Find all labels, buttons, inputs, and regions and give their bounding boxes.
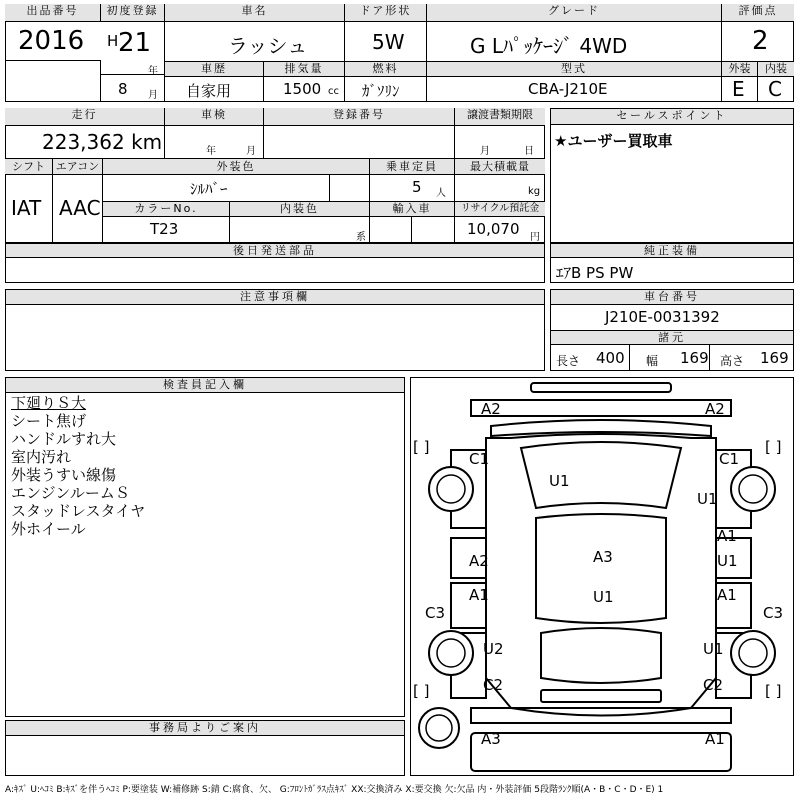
recycle-label: リサイクル預託金 (455, 202, 545, 217)
interior-value: C (768, 77, 782, 101)
aircon-label: エアコン (53, 159, 103, 175)
color-no-value: T23 (150, 220, 179, 238)
mark-r-front-door-a: A1 (717, 527, 737, 545)
grade-value: G Lﾊﾟｯｹｰｼﾞ 4WD (470, 34, 628, 58)
sep-import-b (412, 217, 455, 243)
transfer-month-unit: 月 (480, 146, 490, 157)
door-label: ドア形状 (345, 4, 427, 22)
sep-reg (264, 126, 455, 158)
sep-import-a (370, 217, 412, 243)
interior-label: 内装 (758, 62, 794, 77)
first-reg-right (101, 22, 165, 102)
mark-bracket-bl: [ ] (413, 682, 430, 700)
exterior-value: E (732, 77, 745, 101)
model-code-label: 型式 (427, 62, 722, 77)
chassis-label: 車台番号 (551, 290, 793, 305)
insp-month-unit: 月 (246, 146, 256, 157)
car-name-label: 車名 (165, 4, 345, 22)
history-label: 車歴 (165, 62, 264, 77)
ext-color-value: ｼﾙﾊﾞｰ (190, 180, 228, 198)
notes-label: 注意事項欄 (6, 290, 544, 305)
month-unit: 月 (148, 90, 158, 101)
exterior-label: 外装 (722, 62, 758, 77)
grade-label: グレード (427, 4, 722, 22)
aircon-value: AAC (59, 196, 101, 220)
mark-r-front-door-u: U1 (717, 552, 738, 570)
legend: A:ｷｽﾞ U:ﾍｺﾐ B:ｷｽﾞを伴うﾍｺﾐ P:要塗装 W:補修跡 S:錆 C:腐食、欠、 G:ﾌﾛﾝﾄｶﾞﾗｽ点ｷｽﾞ XX:交換済み X:要交換 欠:欠品 内・外装評価 5段階ﾗﾝｸ順(A・B・C・D・E) 1 (5, 785, 664, 795)
insp-year-unit: 年 (206, 146, 216, 157)
car-name-value: ラッシュ (228, 34, 308, 58)
lot-no-value: 2016 (18, 26, 85, 56)
lot-no-lower (5, 60, 101, 102)
mark-front-right: A2 (705, 400, 725, 418)
shift-value: IAT (11, 196, 42, 220)
inspector-note-7: スタッドレスタイヤ (11, 502, 146, 520)
inspector-note-5: 外装うすい線傷 (11, 466, 117, 484)
inspector-label: 検査員記入欄 (6, 378, 404, 393)
mark-fl-fender: C1 (469, 450, 490, 468)
capacity-unit: 人 (436, 188, 446, 199)
mark-roof: A3 (593, 548, 613, 566)
inspector-note-8: 外ホイール (11, 520, 86, 538)
specs-label: 諸元 (551, 331, 793, 345)
int-color-unit: 系 (356, 232, 366, 243)
genuine-equip-label: 純正装備 (551, 244, 793, 258)
fuel-value: ｶﾞｿﾘﾝ (362, 82, 400, 100)
sep-grade (427, 22, 722, 62)
shift-label: シフト (5, 159, 53, 175)
sales-point-value: ★ユーザー買取車 (554, 132, 673, 150)
color-no-label: カラーNo. (103, 202, 230, 217)
history-value: 自家用 (186, 82, 232, 100)
transfer-label: 譲渡書類期限 (455, 108, 545, 126)
inspector-note-6: エンジンルームＳ (11, 484, 130, 502)
car-diagram (410, 377, 794, 776)
capacity-label: 乗車定員 (370, 159, 455, 175)
mark-r-rear-fender: U1 (703, 640, 724, 658)
reg-no-label: 登録番号 (264, 108, 455, 126)
capacity-value: 5 (412, 178, 422, 196)
year-unit: 年 (148, 66, 158, 77)
length-value: 400 (596, 349, 625, 367)
height-label: 高さ (720, 354, 745, 368)
first-reg-label: 初度登録 (101, 4, 165, 22)
sep-door (345, 22, 427, 62)
inspector-note-4: 室内汚れ (11, 448, 72, 466)
yen-unit: 円 (530, 232, 540, 243)
displacement-value: 1500 (283, 80, 322, 98)
height-value: 169 (760, 349, 789, 367)
mark-rear-right: A1 (705, 730, 725, 748)
kg-unit: kg (528, 186, 541, 197)
mark-windshield: U1 (549, 472, 570, 490)
recycle-value: 10,070 (467, 220, 520, 238)
mark-rear-left: A3 (481, 730, 501, 748)
car-diagram-svg (411, 378, 793, 775)
ext-color-label: 外装色 (103, 159, 370, 175)
mark-l-rear-door: A1 (469, 586, 489, 604)
mark-fr-fender: C1 (719, 450, 740, 468)
width-value: 169 (680, 349, 709, 367)
fuel-label: 燃料 (345, 62, 427, 77)
mileage-value: 223,362 km (42, 130, 163, 154)
sep-carname (165, 22, 345, 62)
mark-r-front-fender: U1 (697, 490, 718, 508)
inspector-note-1: 下廻りＳ大 (11, 394, 87, 412)
inspection-label: 車検 (165, 108, 264, 126)
mark-bracket-tl: [ ] (413, 438, 430, 456)
mark-l-rear-fender: U2 (483, 640, 504, 658)
mark-bracket-br: [ ] (765, 682, 782, 700)
transfer-day-unit: 日 (524, 146, 534, 157)
sep-extcolor2 (330, 175, 370, 201)
mark-r-rear-corner: C2 (703, 676, 724, 694)
score-label: 評価点 (722, 4, 794, 22)
score-value: 2 (752, 26, 769, 56)
mark-front-left: A2 (481, 400, 501, 418)
genuine-equip-value: ｴｱB PS PW (556, 264, 634, 282)
year-value: 21 (118, 28, 152, 58)
month-value: 8 (118, 80, 128, 98)
mark-r-quarter: C3 (763, 604, 784, 622)
later-parts-label: 後日発送部品 (6, 244, 544, 258)
length-label: 長さ (556, 354, 581, 368)
lot-no-label: 出品番号 (5, 4, 101, 22)
office-label: 事務局よりご案内 (6, 721, 404, 736)
mark-roof-u: U1 (593, 588, 614, 606)
int-color-label: 内装色 (230, 202, 370, 217)
inspector-note-2: シート焦げ (11, 412, 87, 430)
displacement-label: 排気量 (264, 62, 345, 77)
sales-point-box (550, 108, 794, 243)
mark-l-front-door: A2 (469, 552, 489, 570)
mark-l-rear-corner: C2 (483, 676, 504, 694)
door-value: 5W (372, 30, 405, 54)
max-load-label: 最大積載量 (455, 159, 545, 175)
cc-unit: cc (328, 86, 339, 97)
sales-point-label: セールスポイント (551, 109, 793, 125)
width-label: 幅 (646, 354, 659, 368)
mark-bracket-tr: [ ] (765, 438, 782, 456)
import-label: 輸入車 (370, 202, 455, 217)
mark-r-rear-door: A1 (717, 586, 737, 604)
inspector-note-3: ハンドルすれ大 (11, 430, 117, 448)
mark-l-quarter: C3 (425, 604, 446, 622)
model-code-value: CBA-J210E (528, 80, 608, 98)
mileage-label: 走行 (5, 108, 165, 126)
sep-intcolor (230, 217, 370, 243)
era-value: H (107, 32, 119, 50)
chassis-value: J210E-0031392 (605, 308, 720, 326)
inspector-notes (11, 394, 145, 538)
